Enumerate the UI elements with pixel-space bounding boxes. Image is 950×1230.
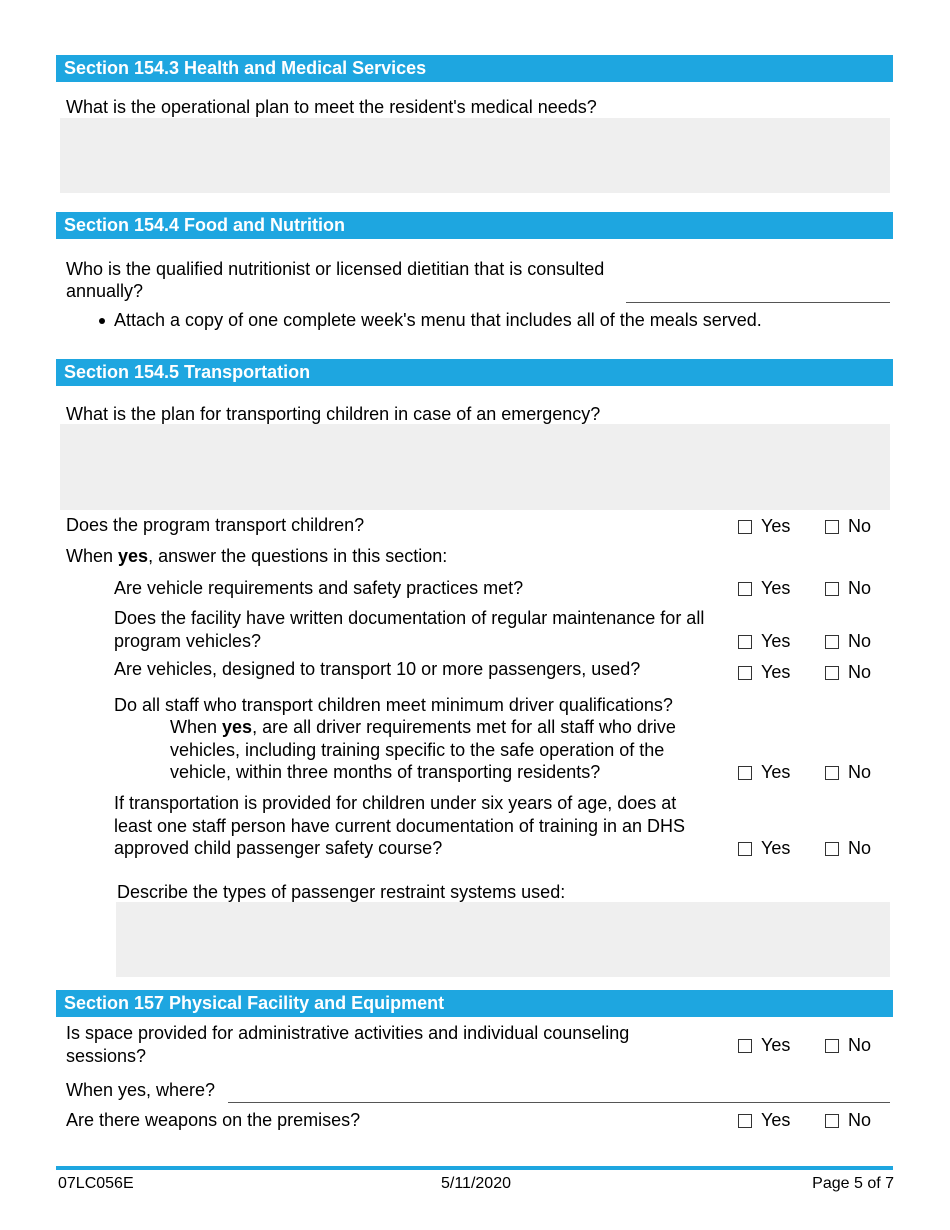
emergency-transport-question: What is the plan for transporting children in case of an emergency? bbox=[66, 404, 601, 424]
nutritionist-question-line2: annually? bbox=[66, 281, 144, 301]
footer-rule bbox=[56, 1166, 893, 1170]
no-label: No bbox=[848, 1110, 872, 1130]
yes-label: Yes bbox=[761, 516, 791, 536]
transport-children-question: Does the program transport children? bbox=[66, 515, 365, 535]
when-yes-where-label: When yes, where? bbox=[66, 1080, 216, 1100]
admin-space-yes-checkbox[interactable] bbox=[738, 1039, 752, 1053]
child-safety-yes-checkbox[interactable] bbox=[738, 842, 752, 856]
weapons-yes-checkbox[interactable] bbox=[738, 1114, 752, 1128]
child-safety-no-checkbox[interactable] bbox=[825, 842, 839, 856]
transport-children-yes-checkbox[interactable] bbox=[738, 520, 752, 534]
maintenance-yes-checkbox[interactable] bbox=[738, 635, 752, 649]
yes-label: Yes bbox=[761, 631, 791, 651]
yes-label: Yes bbox=[761, 662, 791, 682]
staff-qualifications-question: Do all staff who transport children meet minimum driver qualifications? bbox=[114, 695, 673, 715]
section-154-5-header: Section 154.5 Transportation bbox=[56, 359, 893, 386]
nutritionist-input-line[interactable] bbox=[626, 302, 890, 303]
maintenance-question-line1: Does the facility have written documentation of regular maintenance for all bbox=[114, 608, 705, 628]
no-label: No bbox=[848, 516, 872, 536]
weapons-question: Are there weapons on the premises? bbox=[66, 1110, 361, 1130]
emergency-transport-field[interactable] bbox=[60, 424, 890, 510]
medical-plan-question: What is the operational plan to meet the resident's medical needs? bbox=[66, 97, 597, 117]
footer-page-number: Page 5 of 7 bbox=[812, 1175, 894, 1192]
menu-bullet-text: Attach a copy of one complete week's menu that includes all of the meals served. bbox=[114, 310, 762, 330]
ten-passenger-no-checkbox[interactable] bbox=[825, 666, 839, 680]
vehicle-requirements-no-checkbox[interactable] bbox=[825, 582, 839, 596]
staff-requirements-line3: vehicle, within three months of transporting residents? bbox=[170, 762, 601, 782]
no-label: No bbox=[848, 662, 872, 682]
section-154-4-header: Section 154.4 Food and Nutrition bbox=[56, 212, 893, 239]
ten-passenger-yes-checkbox[interactable] bbox=[738, 666, 752, 680]
admin-space-question-line1: Is space provided for administrative activities and individual counseling bbox=[66, 1023, 630, 1043]
weapons-no-checkbox[interactable] bbox=[825, 1114, 839, 1128]
footer-date: 5/11/2020 bbox=[441, 1175, 511, 1192]
no-label: No bbox=[848, 578, 872, 598]
bullet-dot bbox=[99, 318, 105, 324]
staff-requirements-line1: When yes, are all driver requirements met for all staff who drive bbox=[170, 717, 676, 737]
no-label: No bbox=[848, 762, 872, 782]
yes-label: Yes bbox=[761, 838, 791, 858]
child-safety-question-line2: least one staff person have current documentation of training in an DHS bbox=[114, 816, 686, 836]
section-157-header: Section 157 Physical Facility and Equipment bbox=[56, 990, 893, 1017]
section-154-3-header: Section 154.3 Health and Medical Services bbox=[56, 55, 893, 82]
staff-requirements-yes-checkbox[interactable] bbox=[738, 766, 752, 780]
medical-plan-field[interactable] bbox=[60, 118, 890, 193]
staff-requirements-no-checkbox[interactable] bbox=[825, 766, 839, 780]
child-safety-question-line3: approved child passenger safety course? bbox=[114, 838, 443, 858]
no-label: No bbox=[848, 631, 872, 651]
when-yes-instruction: When yes, answer the questions in this section: bbox=[66, 546, 448, 566]
ten-passenger-question: Are vehicles, designed to transport 10 or more passengers, used? bbox=[114, 659, 641, 679]
footer-form-id: 07LC056E bbox=[58, 1175, 134, 1192]
nutritionist-question-line1: Who is the qualified nutritionist or licensed dietitian that is consulted bbox=[66, 259, 605, 279]
vehicle-requirements-yes-checkbox[interactable] bbox=[738, 582, 752, 596]
maintenance-no-checkbox[interactable] bbox=[825, 635, 839, 649]
restraint-systems-field[interactable] bbox=[116, 902, 890, 977]
transport-children-no-checkbox[interactable] bbox=[825, 520, 839, 534]
no-label: No bbox=[848, 838, 872, 858]
admin-space-question-line2: sessions? bbox=[66, 1046, 147, 1066]
restraint-systems-question: Describe the types of passenger restraint systems used: bbox=[117, 882, 566, 902]
yes-label: Yes bbox=[761, 578, 791, 598]
staff-requirements-line2: vehicles, including training specific to the safe operation of the bbox=[170, 740, 665, 760]
yes-label: Yes bbox=[761, 1035, 791, 1055]
vehicle-requirements-question: Are vehicle requirements and safety practices met? bbox=[114, 578, 524, 598]
child-safety-question-line1: If transportation is provided for children under six years of age, does at bbox=[114, 793, 677, 813]
admin-space-no-checkbox[interactable] bbox=[825, 1039, 839, 1053]
where-input-line[interactable] bbox=[228, 1102, 890, 1103]
maintenance-question-line2: program vehicles? bbox=[114, 631, 262, 651]
yes-label: Yes bbox=[761, 762, 791, 782]
no-label: No bbox=[848, 1035, 872, 1055]
yes-label: Yes bbox=[761, 1110, 791, 1130]
